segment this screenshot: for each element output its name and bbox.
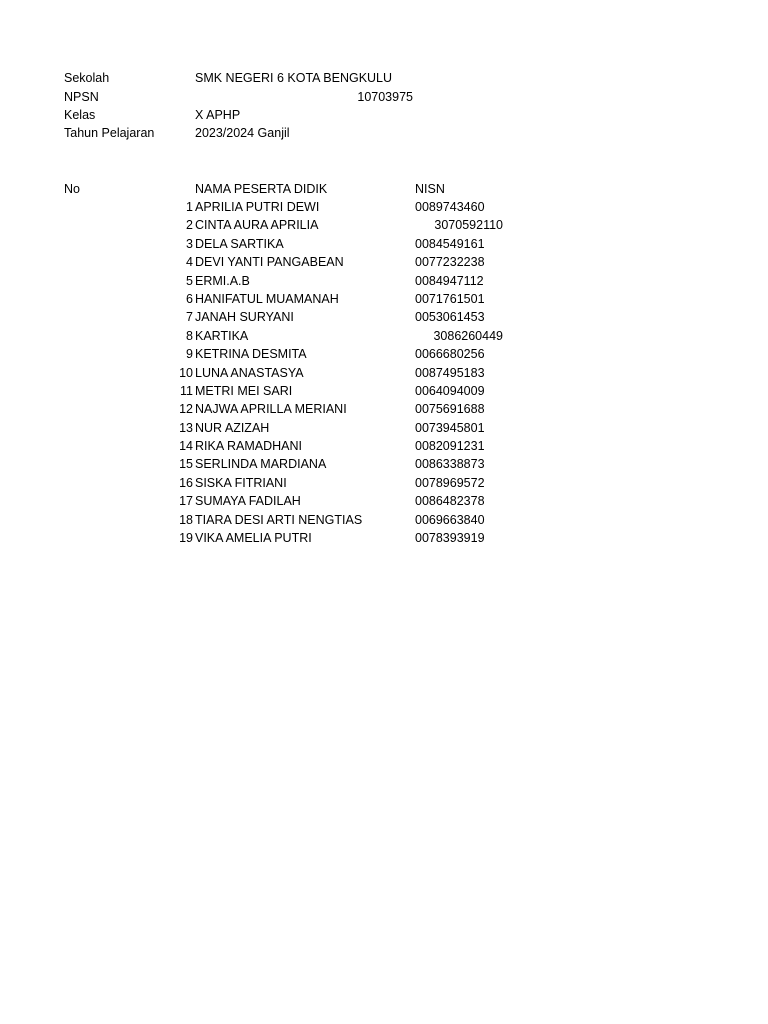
cell-no: 10 — [179, 365, 193, 380]
table-row — [64, 455, 544, 473]
column-header-nisn: NISN — [415, 182, 445, 196]
cell-no: 12 — [179, 402, 193, 417]
info-label: Tahun Pelajaran — [64, 126, 155, 140]
table-row — [64, 198, 544, 216]
table-row — [64, 474, 544, 492]
cell-no: 9 — [186, 347, 193, 362]
table-row — [64, 364, 544, 382]
cell-nisn: 0084549161 — [415, 236, 485, 251]
cell-nisn: 3070592110 — [434, 218, 503, 233]
cell-nisn: 0073945801 — [415, 420, 485, 435]
column-header-name: NAMA PESERTA DIDIK — [195, 182, 328, 196]
cell-nisn: 0086482378 — [415, 494, 485, 509]
table-row — [64, 235, 544, 253]
cell-student-name: CINTA AURA APRILIA — [195, 218, 319, 233]
cell-nisn: 3086260449 — [433, 328, 503, 343]
cell-nisn: 0075691688 — [415, 402, 485, 417]
cell-student-name: APRILIA PUTRI DEWI — [195, 200, 320, 214]
cell-student-name: TIARA DESI ARTI NENGTIAS — [195, 512, 363, 527]
cell-student-name: KARTIKA — [195, 328, 249, 343]
cell-no: 4 — [186, 255, 193, 270]
table-row — [64, 382, 544, 400]
table-row — [64, 511, 544, 529]
cell-no: 8 — [186, 328, 193, 343]
cell-no: 17 — [179, 494, 193, 509]
table-row — [64, 400, 544, 418]
cell-student-name: DEVI YANTI PANGABEAN — [195, 255, 344, 270]
info-row-tahun-pelajaran — [64, 124, 484, 142]
cell-nisn: 0053061453 — [415, 310, 485, 325]
cell-no: 18 — [179, 512, 193, 527]
cell-nisn: 0066680256 — [415, 347, 485, 362]
cell-no: 14 — [179, 439, 193, 454]
table-row — [64, 437, 544, 455]
cell-student-name: METRI MEI SARI — [195, 383, 293, 398]
table-row — [64, 290, 544, 308]
cell-nisn: 0077232238 — [415, 255, 485, 270]
cell-nisn: 0082091231 — [415, 439, 485, 454]
cell-no: 7 — [186, 310, 193, 325]
info-label: Kelas — [64, 108, 96, 122]
cell-student-name: SUMAYA FADILAH — [195, 494, 301, 509]
cell-student-name: NAJWA APRILLA MERIANI — [195, 402, 347, 417]
cell-nisn: 0071761501 — [415, 291, 485, 306]
column-header-no: No — [64, 182, 80, 196]
cell-no: 15 — [179, 457, 193, 472]
cell-no: 13 — [179, 420, 193, 435]
cell-nisn: 0069663840 — [415, 512, 485, 527]
table-row — [64, 253, 544, 271]
table-row — [64, 492, 544, 510]
cell-nisn: 0078393919 — [415, 531, 485, 546]
cell-no: 6 — [186, 291, 193, 306]
table-row — [64, 345, 544, 363]
cell-student-name: ERMI.A.B — [195, 273, 250, 288]
info-value: X APHP — [195, 108, 241, 122]
cell-no: 1 — [186, 200, 193, 214]
info-row-kelas — [64, 106, 484, 124]
cell-student-name: JANAH SURYANI — [195, 310, 294, 325]
cell-no: 5 — [186, 273, 193, 288]
cell-nisn: 0064094009 — [415, 383, 485, 398]
cell-nisn: 0084947112 — [415, 273, 484, 288]
cell-student-name: DELA SARTIKA — [195, 236, 284, 251]
info-value: 10703975 — [357, 90, 413, 104]
cell-student-name: HANIFATUL MUAMANAH — [195, 291, 339, 306]
cell-student-name: SISKA FITRIANI — [195, 475, 287, 490]
cell-no: 2 — [186, 218, 193, 233]
cell-nisn: 0078969572 — [415, 475, 485, 490]
table-row — [64, 529, 544, 547]
table-row — [64, 272, 544, 290]
cell-student-name: RIKA RAMADHANI — [195, 439, 302, 454]
info-label: NPSN — [64, 90, 99, 104]
cell-student-name: VIKA AMELIA PUTRI — [195, 531, 312, 546]
cell-nisn: 0086338873 — [415, 457, 485, 472]
table-row — [64, 327, 544, 345]
cell-nisn: 0087495183 — [415, 365, 485, 380]
info-row-npsn — [64, 88, 484, 106]
cell-student-name: NUR AZIZAH — [195, 420, 270, 435]
cell-no: 16 — [179, 475, 193, 490]
table-row — [64, 308, 544, 326]
info-row-sekolah — [64, 69, 484, 87]
cell-no: 3 — [186, 236, 193, 251]
cell-no: 11 — [180, 383, 193, 398]
student-list — [64, 198, 544, 547]
cell-student-name: SERLINDA MARDIANA — [195, 457, 327, 472]
info-value: SMK NEGERI 6 KOTA BENGKULU — [195, 71, 393, 85]
table-row — [64, 216, 544, 234]
info-value: 2023/2024 Ganjil — [195, 126, 290, 140]
cell-nisn: 0089743460 — [415, 200, 485, 214]
info-label: Sekolah — [64, 71, 110, 85]
cell-student-name: LUNA ANASTASYA — [195, 365, 304, 380]
table-row — [64, 419, 544, 437]
table-header — [64, 180, 544, 198]
cell-student-name: KETRINA DESMITA — [195, 347, 307, 362]
cell-no: 19 — [179, 531, 193, 546]
